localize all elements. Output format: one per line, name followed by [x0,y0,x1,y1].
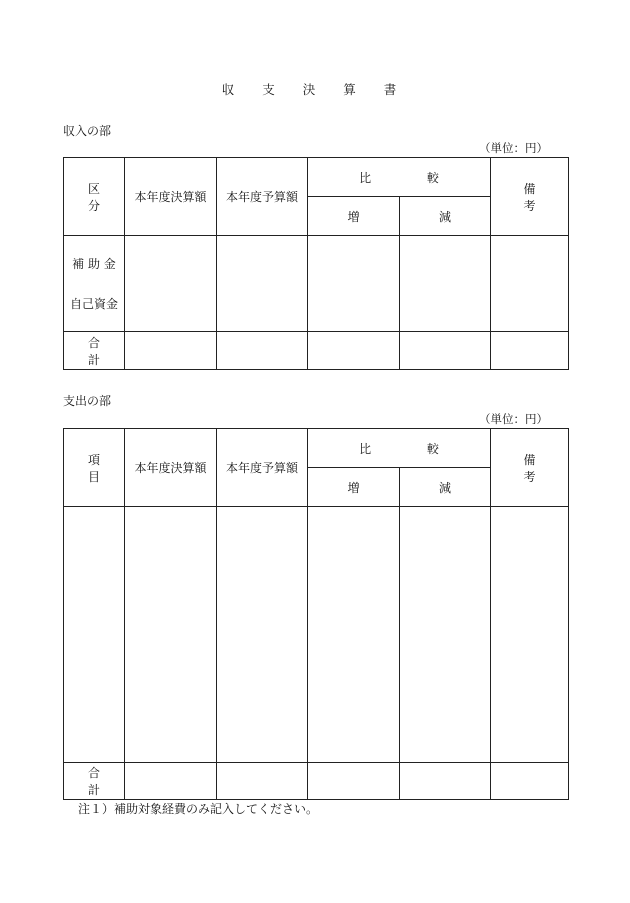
income-decrease-cell[interactable] [400,236,491,332]
income-total-remarks-cell[interactable] [491,332,569,370]
income-total-row [64,332,569,370]
income-header-category: 区 分 [64,158,125,236]
income-header-decrease: 減 [400,197,491,236]
expense-increase-cell[interactable] [308,507,400,763]
expense-total-label: 合 計 [64,763,125,800]
income-unit-label: （単位：円） [479,141,548,155]
expense-header-budget: 本年度予算額 [217,429,308,507]
income-header-increase: 増 [308,197,400,236]
income-actual-cell[interactable] [125,236,217,332]
income-total-budget-cell[interactable] [217,332,308,370]
income-total-actual-cell[interactable] [125,332,217,370]
expense-items-row [64,507,569,763]
expense-total-row [64,763,569,800]
expense-header-increase: 増 [308,468,400,507]
expense-header-actual: 本年度決算額 [125,429,217,507]
income-section-title: 収入の部 [63,124,112,138]
expense-unit-label: （単位：円） [479,412,548,426]
expense-section-title: 支出の部 [63,394,112,408]
expense-header-category: 項 目 [64,429,125,507]
income-header-budget: 本年度予算額 [217,158,308,236]
expense-budget-cell[interactable] [217,507,308,763]
footnote: 注１）補助対象経費のみ記入してください。 [78,802,319,816]
expense-header-compare: 比 較 [308,429,491,468]
income-items-row [64,236,569,332]
income-increase-cell[interactable] [308,236,400,332]
income-items-cell [64,236,125,332]
expense-total-increase-cell[interactable] [308,763,400,800]
income-header-remarks: 備 考 [491,158,569,236]
page-title: 収 支 決 算 書 [221,82,409,97]
income-header-compare: 比 較 [308,158,491,197]
income-total-decrease-cell[interactable] [400,332,491,370]
expense-header-remarks: 備 考 [491,429,569,507]
expense-total-remarks-cell[interactable] [491,763,569,800]
income-header-actual: 本年度決算額 [125,158,217,236]
income-item-own-funds: 自己資金 [69,296,118,311]
income-item-subsidy: 補 助 金 [72,256,116,271]
expense-items-cell[interactable] [64,507,125,763]
income-total-label: 合 計 [64,332,125,370]
income-budget-cell[interactable] [217,236,308,332]
expense-table [63,428,569,800]
expense-actual-cell[interactable] [125,507,217,763]
expense-remarks-cell[interactable] [491,507,569,763]
expense-total-actual-cell[interactable] [125,763,217,800]
income-total-increase-cell[interactable] [308,332,400,370]
expense-total-decrease-cell[interactable] [400,763,491,800]
income-remarks-cell[interactable] [491,236,569,332]
expense-header-decrease: 減 [400,468,491,507]
income-table [63,157,569,370]
expense-decrease-cell[interactable] [400,507,491,763]
expense-total-budget-cell[interactable] [217,763,308,800]
